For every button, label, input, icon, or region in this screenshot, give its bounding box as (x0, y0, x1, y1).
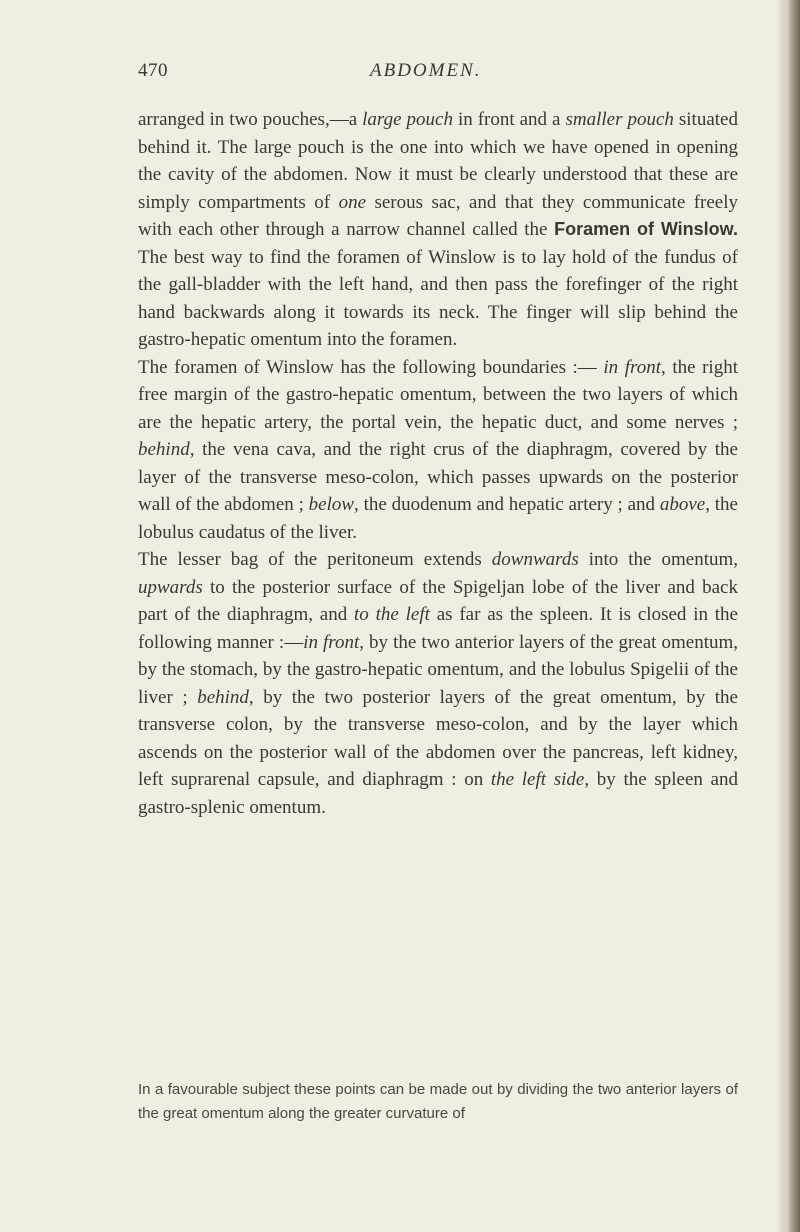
page-edge-shadow (776, 0, 786, 1232)
paragraph-1: arranged in two pouches,—a large pouch in front and a smaller pouch situated behind it. The large pouch is the one into which we have opened in opening the cavity of the abdomen. Now it must be clearly understood that these are simply compartments of one serous sac, and that they communicate freely with each other through a narrow channel called the Foramen of Winslow. The best way to find the foramen of Winslow is to lay hold of the fundus of the gall-bladder with the left hand, and then pass the forefinger of the right hand backwards along it towards its neck. The finger will slip behind the gastro-hepatic omentum into the foramen. (138, 109, 739, 350)
page-number: 470 (138, 60, 168, 81)
paragraph-3: The lesser bag of the peritoneum extends downwards into the omentum, upwards to the posterior surface of the Spigeljan lobe of the liver and back part of the diaphragm, and to the left as far as the spleen. It is closed in the following manner :—in front, by the two anterior layers of the great omentum, by the stomach, by the gastro-hepatic omentum, and the lobulus Spigelii of the liver ; behind, by the two posterior layers of the great omentum, by the transverse colon, by the transverse meso-colon, and by the layer which ascends on the posterior wall of the abdomen over the pancreas, left kidney, left suprarenal capsule, and diaphragm : on the left side, by the spleen and gastro-splenic omentum. (138, 549, 738, 818)
page-edge (786, 0, 800, 1232)
paragraph-2: The foramen of Winslow has the following boundaries :— in front, the right free margin of the gastro-hepatic omentum, between the two layers of which are the hepatic artery, the portal vein, the hepatic duct, and some nerves ; behind, the vena cava, and the right crus of the diaphragm, covered by the layer of the transverse meso-colon, which passes upwards on the posterior wall of the abdomen ; below, the duodenum and hepatic artery ; and above, the lobulus caudatus of the liver. (138, 356, 738, 543)
dissection-note (138, 1078, 738, 1126)
running-head: ABDOMEN. (370, 60, 482, 81)
page-header (138, 60, 738, 90)
body-text (138, 106, 738, 821)
note-paragraph: In a favourable subject these points can be made out by dividing the two anterior layers of the great omentum along the greater curvature of (138, 1081, 738, 1122)
term-foramen-of-winslow: Foramen of Winslow. (554, 219, 738, 239)
